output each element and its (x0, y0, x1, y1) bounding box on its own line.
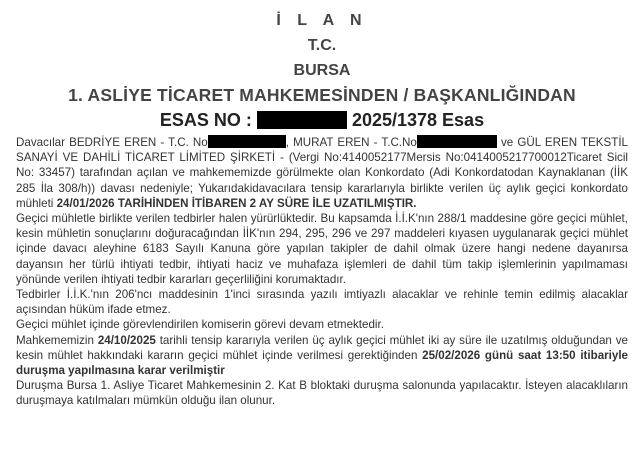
redaction-bar (208, 135, 286, 148)
hearing-text-1: Mahkememizin (16, 333, 98, 347)
redaction-bar (257, 111, 347, 129)
announcement-body (16, 135, 628, 409)
parties-text-2: , MURAT EREN - T.C.No (285, 136, 417, 149)
case-number (16, 108, 628, 133)
case-number-prefix: ESAS NO : (159, 110, 252, 130)
case-number-value: 2025/1378 Esas (351, 110, 485, 130)
redaction-bar (417, 135, 497, 148)
paragraph-hearing-location: Duruşma Bursa 1. Asliye Ticaret Mahkemesinin 2. Kat B bloktaki duruşma salonunda yapılacaktır. İsteyen alacaklıların duruşmaya katılmaları mümkün olduğu ilan olunur. (16, 379, 628, 408)
paragraph-commissioner: Geçici mühlet içinde görevlendirilen komiserin görevi devam etmektedir. (16, 318, 384, 332)
paragraph-measures: Geçici mühletle birlikte verilen tedbirler halen yürürlüktedir. Bu kapsamda İ.İ.K'nın 288/1 maddesine göre geçici mühlet, kesin mühletin sonuçlarını doğuracağından İİK'nın 294, 295, 296 ve 297 maddeleri kıyasen uygulanarak geçici mühlet içinde davacı aleyhine 6183 Sayılı Kanuna göre yapılan takipler de dahil olmak üzere hangi nedene dayanırsa dayansın her türlü ihtiyati tedbir, ihtiyati haciz ve muhafaza işlemleri de dahil tüm takip işlemlerinin yapılmaması yönünde verilen ihtiyati tedbir kararları geçerliliğini korumaktadır. (16, 212, 628, 286)
hearing-text-2: tarihli tensip kararıyla verilen üç aylık geçici mühlet iki ay süre ile uzatılmış olduğundan ve kesin mühlet hakkındaki kararın geçici mühlet içinde verilmesi gerektiğinden (16, 333, 628, 362)
city-name: BURSA (293, 62, 351, 79)
tensip-date: 24/10/2025 (97, 333, 156, 347)
paragraph-parties (16, 135, 628, 211)
hearing-date: 25/02/2026 günü saat 13:50 itibariyle duruşma yapılmasına karar verilmiştir (16, 348, 628, 378)
announcement-title: İ L A N (276, 12, 368, 29)
paragraph-hearing-decision (16, 333, 628, 379)
parties-text-1: Davacılar BEDRİYE EREN - T.C. No (16, 136, 208, 149)
paragraph-exceptions: Tedbirler İ.İ.K.'nın 206'ncı maddesinin 1'inci sırasında yazılı imtiyazlı alacaklar ve rehinle temin edilmiş alacaklar açısından hüküm ifade etmez. (16, 288, 628, 317)
republic-label: T.C. (307, 37, 337, 54)
parties-text-3: ve GÜL EREN TEKSTİL SANAYİ VE DAHİLİ TİCARET LİMİTED ŞİRKETİ - (Vergi No:4140052177Mersis No:0414005217700012Ticaret Sicil No: 33457) tarafından açılan ve mahkememizde görülmekte olan Konkordato (Adi Konkordatodan Kaynaklanan (İİK 285 İla 308/h)) davası nedeniyle; Yukarıdakidavacılara tensip kararlarıyla birlikte verilen üç aylık geçici konkordato mühleti (16, 136, 629, 210)
court-name: 1. ASLİYE TİCARET MAHKEMESİNDEN / BAŞKANLIĞINDAN (68, 85, 576, 105)
extension-notice: 24/01/2026 TARİHİNDEN İTİBAREN 2 AY SÜRE İLE UZATILMIŞTIR. (56, 196, 417, 210)
